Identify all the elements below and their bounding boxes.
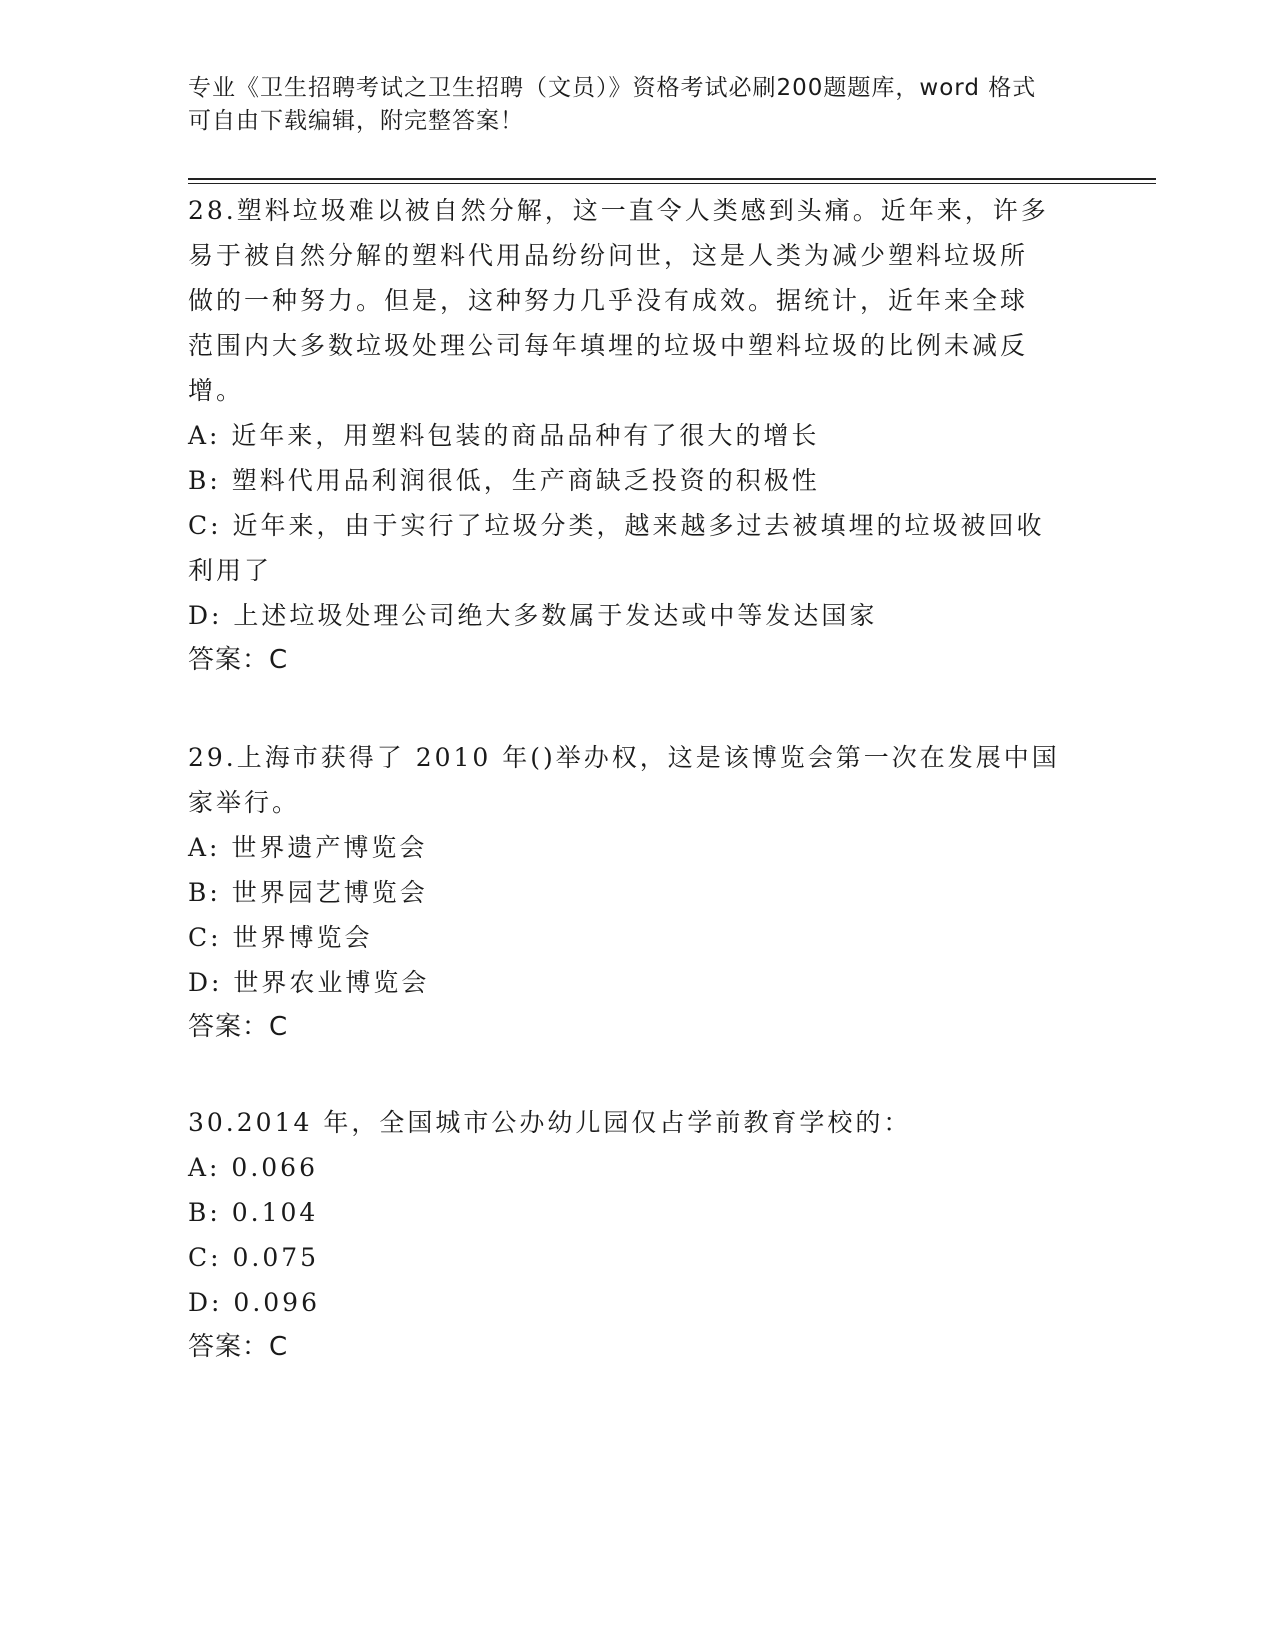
question-29 <box>188 735 1068 1050</box>
header-line: 可自由下载编辑，附完整答案！ <box>188 108 524 134</box>
answer-line: 答案：C <box>188 1332 289 1362</box>
question-stem-line: 28.塑料垃圾难以被自然分解，这一直令人类感到头痛。近年来，许多 <box>188 196 1049 225</box>
option-b: B: 世界园艺博览会 <box>188 878 428 907</box>
answer-line: 答案：C <box>188 645 289 675</box>
question-stem-line: 家举行。 <box>188 788 301 817</box>
question-30 <box>188 1100 1068 1370</box>
question-stem-line: 29.上海市获得了 2010 年()举办权，这是该博览会第一次在发展中国 <box>188 743 1060 772</box>
header-divider-thin <box>188 183 1156 184</box>
option-c-continuation: 利用了 <box>188 556 273 585</box>
option-a: A: 0.066 <box>188 1153 318 1182</box>
option-d: D: 上述垃圾处理公司绝大多数属于发达或中等发达国家 <box>188 601 878 630</box>
question-stem-line: 增。 <box>188 376 245 405</box>
option-c: C: 世界博览会 <box>188 923 373 952</box>
header-line: 专业《卫生招聘考试之卫生招聘（文员）》资格考试必刷200题题库，word 格式 <box>188 75 1037 101</box>
question-stem-line: 30.2014 年，全国城市公办幼儿园仅占学前教育学校的： <box>188 1108 912 1137</box>
option-c: C: 近年来，由于实行了垃圾分类，越来越多过去被填埋的垃圾被回收 <box>188 511 1045 540</box>
option-b: B: 0.104 <box>188 1198 319 1227</box>
question-stem-line: 做的一种努力。但是，这种努力几乎没有成效。据统计，近年来全球 <box>188 286 1029 315</box>
document-header <box>188 72 1068 138</box>
answer-line: 答案：C <box>188 1012 289 1042</box>
question-28 <box>188 188 1068 683</box>
option-a: A: 近年来，用塑料包装的商品品种有了很大的增长 <box>188 421 820 450</box>
option-c: C: 0.075 <box>188 1243 320 1272</box>
question-stem-line: 范围内大多数垃圾处理公司每年填埋的垃圾中塑料垃圾的比例未减反 <box>188 331 1029 360</box>
header-divider-thick <box>188 178 1156 180</box>
question-stem-line: 易于被自然分解的塑料代用品纷纷问世，这是人类为减少塑料垃圾所 <box>188 241 1029 270</box>
option-b: B: 塑料代用品利润很低，生产商缺乏投资的积极性 <box>188 466 820 495</box>
option-a: A: 世界遗产博览会 <box>188 833 428 862</box>
option-d: D: 0.096 <box>188 1288 320 1317</box>
option-d: D: 世界农业博览会 <box>188 968 430 997</box>
